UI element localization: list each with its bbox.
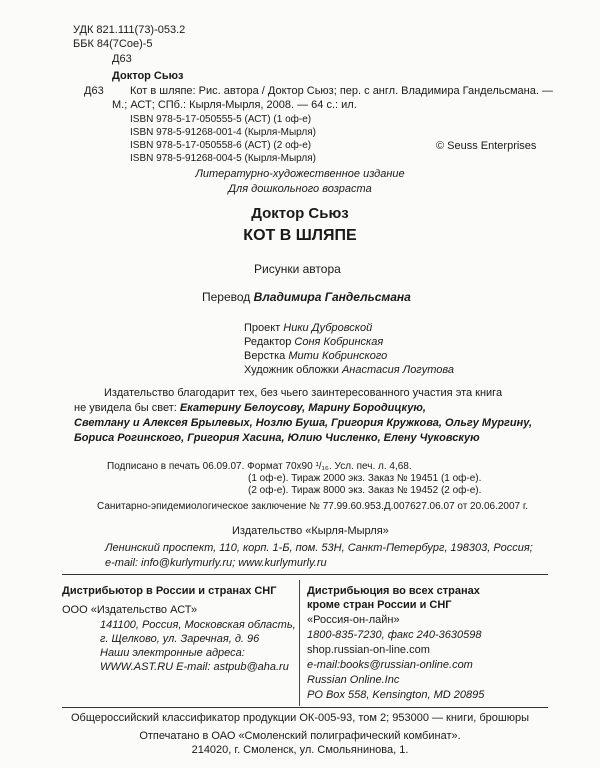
credit-role: Верстка — [244, 350, 286, 362]
thanks-line-3: Светлану и Алексея Брылевых, Нозлю Буша, Григория Кружкова, Ольгу Мургину, — [74, 417, 533, 429]
printer-name: Отпечатано в ОАО «Смоленский полиграфический комбинат». — [139, 730, 461, 742]
thanks-line-4: Бориса Рогинского, Григория Хасина, Юлию Численко, Елену Чуковскую — [74, 432, 480, 444]
udk-code: УДК 821.111(73)-053.2 — [73, 24, 186, 36]
credit-editor — [244, 335, 383, 349]
distributor-ru-emails-label: Наши электронные адреса: — [100, 647, 245, 659]
translation-credit — [202, 290, 411, 305]
edition-age: Для дошкольного возраста — [228, 183, 372, 195]
column-divider — [299, 580, 300, 706]
bbk-code: ББК 84(7Сое)-5 — [73, 38, 153, 50]
publisher-email: e-mail: info@kurlymurly.ru; www.kurlymurly.ru — [105, 557, 327, 569]
distributor-ru-emails: WWW.AST.RU E-mail: astpub@aha.ru — [100, 661, 289, 673]
credit-layout — [244, 349, 387, 363]
distributor-world-company: «Россия-он-лайн» — [307, 614, 400, 626]
distributor-world-email: e-mail:books@russian-online.com — [307, 659, 473, 671]
credit-role: Художник обложки — [244, 364, 339, 376]
print-signed: Подписано в печать 06.09.07. Формат 70х90 ¹/₁₆. Усл. печ. л. 4,68. — [107, 461, 412, 472]
isbn-line: ISBN 978-5-91268-001-4 (Кырля-Мырля) — [130, 127, 316, 138]
credit-name: Мити Кобринского — [288, 350, 388, 362]
translation-label: Перевод — [202, 290, 251, 304]
author-code-left: Д63 — [84, 85, 104, 97]
credit-name: Соня Кобринская — [294, 336, 384, 348]
distributor-ru-address-2: г. Щелково, ул. Заречная, д. 96 — [100, 633, 260, 645]
thanks-line-1: Издательство благодарит тех, без чьего заинтересованного участия эта книга — [104, 387, 503, 399]
credit-name: Анастасия Логутова — [341, 364, 455, 376]
print-run-2: (2 оф-е). Тираж 8000 экз. Заказ № 19452 (2 оф-е). — [248, 485, 482, 496]
credit-role: Редактор — [244, 336, 292, 348]
thanks-line-2 — [74, 401, 426, 415]
thanks-intro: не увидела бы свет: — [74, 402, 177, 414]
book-title: КОТ В ШЛЯПЕ — [243, 227, 357, 244]
distributor-world-heading-2: кроме стран России и СНГ — [307, 599, 452, 611]
distributor-world-site: shop.russian-on-line.com — [307, 644, 430, 656]
catalog-description-2: М.; АСТ; СПб.: Кырля-Мырля, 2008. — 64 с.: ил. — [112, 99, 357, 111]
publisher-name: Издательство «Кырля-Мырля» — [232, 525, 389, 537]
isbn-line: ISBN 978-5-17-050555-5 (АСТ) (1 оф-е) — [130, 114, 312, 125]
catalog-description-1: Кот в шляпе: Рис. автора / Доктор Сьюз; пер. с англ. Владимира Гандельсмана. — — [130, 85, 553, 97]
distributor-world-company-en: Russian Online.Inc — [307, 674, 400, 686]
print-run-1: (1 оф-е). Тираж 2000 экз. Заказ № 19451 (1 оф-е). — [248, 473, 482, 484]
credit-name: Ники Дубровской — [283, 322, 373, 334]
illustrations-credit: Рисунки автора — [254, 262, 341, 276]
distributor-world-heading-1: Дистрибьюция во всех странах — [307, 585, 480, 597]
isbn-line: ISBN 978-5-17-050558-6 (АСТ) (2 оф-е) — [130, 140, 312, 151]
product-classifier: Общероссийский классификатор продукции ОК-005-93, том 2; 953000 — книги, брошюры — [71, 712, 529, 724]
divider — [62, 707, 548, 708]
distributor-ru-company: ООО «Издательство АСТ» — [62, 604, 198, 616]
divider — [62, 574, 548, 575]
edition-type: Литературно-художественное издание — [195, 168, 405, 180]
isbn-line: ISBN 978-5-91268-004-5 (Кырля-Мырля) — [130, 153, 316, 164]
distributor-world-phone: 1800-835-7230, факс 240-3630598 — [307, 629, 482, 641]
credit-project — [244, 321, 372, 335]
book-author: Доктор Сьюз — [251, 205, 349, 222]
author-code-top: Д63 — [112, 53, 132, 65]
translator-name: Владимира Гандельсмана — [253, 290, 411, 304]
sanitary-certificate: Санитарно-эпидемиологическое заключение № 77.99.60.953.Д.007627.06.07 от 20.06.2007 г. — [97, 501, 529, 512]
distributor-ru-address-1: 141100, Россия, Московская область, — [100, 619, 296, 631]
distributor-world-address: PO Box 558, Kensington, MD 20895 — [307, 689, 485, 701]
credit-cover-artist — [244, 363, 454, 377]
credit-role: Проект — [244, 322, 281, 334]
distributor-ru-heading: Дистрибьютор в России и странах СНГ — [62, 585, 277, 597]
publisher-address: Ленинский проспект, 110, корп. 1-Б, пом. 53Н, Санкт-Петербург, 198303, Россия; — [105, 542, 533, 554]
catalog-author: Доктор Сьюз — [112, 70, 184, 82]
copyright-notice: © Seuss Enterprises — [436, 140, 537, 152]
printer-address: 214020, г. Смоленск, ул. Смольянинова, 1. — [191, 744, 409, 756]
thanks-names: Екатерину Белоусову, Марину Бородицкую, — [179, 402, 426, 414]
